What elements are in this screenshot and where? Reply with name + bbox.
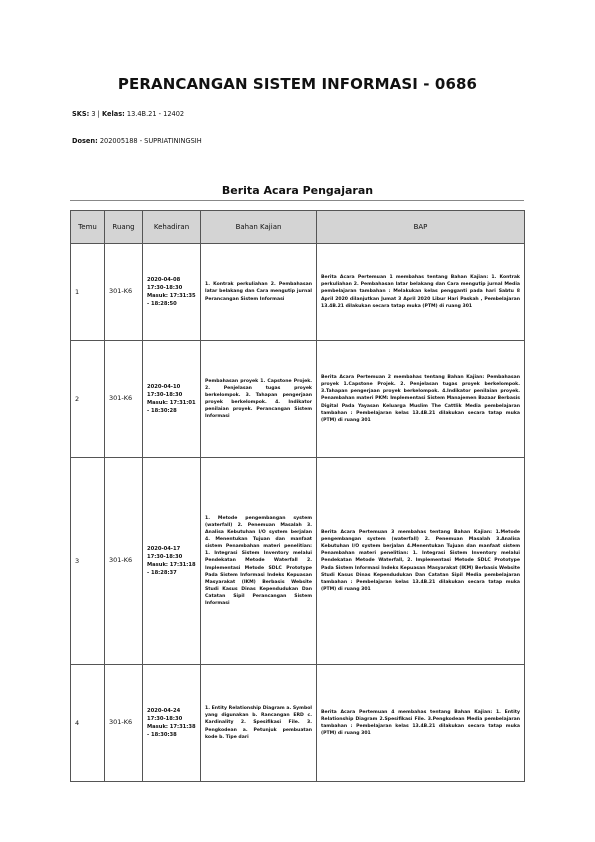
cell-temu: 1 <box>71 244 105 341</box>
meta-separator: | <box>97 110 100 118</box>
cell-bahan-kajian: 1. Kontrak perkuliahan 2. Pembahasan latar belakang dan Cara mengutip jurnal Perancangan Sistem Informasi <box>201 244 317 341</box>
cell-temu: 3 <box>71 458 105 665</box>
cell-ruang: 301-K6 <box>105 341 143 458</box>
cell-kehadiran: 2020-04-17 17:30-18:30 Masuk: 17:31:18 - 18:28:37 <box>143 458 201 665</box>
kelas-label: Kelas: <box>102 110 125 118</box>
lecturer-meta <box>72 137 202 145</box>
bap-table <box>70 210 525 782</box>
cell-bahan-kajian: 1. Entity Relationship Diagram a. Symbol yang digunakan b. Rancangan ERD c. Kardinality 2. Spesifikasi File. 3. Pengkodean a. Petunjuk pembuatan kode b. Tipe dari <box>201 665 317 782</box>
table-row <box>71 665 525 782</box>
table-row <box>71 458 525 665</box>
cell-bap: Berita Acara Pertemuan 1 membahas tentang Bahan Kajian: 1. Kontrak perkuliahan 2. Pembahasan latar belakang dan Cara mengutip jurnal Media pembelajaran tambahan : Melakukan kelas pengganti pada hari Sabtu 8 April 2020 dilanjutkan Jumat 3 April 2020 Libur Hari Paskah , Pembelajaran 13.4B.21 dilakukan secara tatap muka (PTM) di ruang 301 <box>317 244 525 341</box>
cell-bahan-kajian: 1. Metode pengembangan system (waterfall) 2. Penemuan Masalah 3. Analisa Kebutuhan I/O system berjalan 4. Menentukan Tujuan dan manfaat sistem Penambahan materi penelitian: 1. Integrasi Sistem Inventory melalui Pendekatan Metode Waterfall 2. Implementasi Metode SDLC Prototype Pada Sistem Informasi Indeks Kepuasan Masyarakat (IKM) Berbasis Website Studi Kasus Dinas Kependudukan Dan Catatan Sipil Perancangan Sistem Informasi <box>201 458 317 665</box>
sks-value: 3 <box>91 110 96 118</box>
cell-bap: Berita Acara Pertemuan 2 membahas tentang Bahan Kajian: Pembahasan proyek 1.Capstone Projek. 2. Penjelasan tugas proyek berkelompok. 3.Tahapan pengerjaan proyek berkelompok. 4.Indikator penilaian proyek. Penambahan materi PKM: Implementasi Sistem Manajemen Bazaar Berbasis Digital Pada Yayasan Keluarga Muslim The Cattlik Media pembelajaran tambahan : Pembelajaran kelas 13.4B.21 dilakukan secara tatap muka (PTM) di ruang 301 <box>317 341 525 458</box>
section-title: Berita Acara Pengajaran <box>221 184 374 197</box>
header-ruang: Ruang <box>105 211 143 244</box>
page-title: PERANCANGAN SISTEM INFORMASI - 0686 <box>117 75 478 93</box>
cell-bap: Berita Acara Pertemuan 3 membahas tentang Bahan Kajian: 1.Metode pengembangan system (waterfall) 2. Penemuan Masalah 3.Analisa Kebutuhan I/O system berjalan 4.Menentukan Tujuan dan manfaat sistem Penambahan materi penelitian: 1. Integrasi Sistem Inventory melalui Pendekatan Metode Waterfall, 2. Implementasi Metode SDLC Prototype Pada Sistem Informasi Indeks Kepuasan Masyarakat (IKM) Berbasis Website Studi Kasus Dinas Kependudukan Dan Catatan Sipil Media pembelajaran tambahan : Pembelajaran kelas 13.4B.21 dilakukan secara tatap muka (PTM) di ruang 301 <box>317 458 525 665</box>
header-bap: BAP <box>317 211 525 244</box>
cell-bahan-kajian: Pembahasan proyek 1. Capstone Projek. 2. Penjelasan tugas proyek berkelompok. 3. Tahapan pengerjaan proyek berkelompok. 4. Indikator penilaian proyek. Perancangan Sistem Informasi <box>201 341 317 458</box>
table-row <box>71 341 525 458</box>
cell-temu: 2 <box>71 341 105 458</box>
table-row <box>71 244 525 341</box>
header-kehadiran: Kehadiran <box>143 211 201 244</box>
table-header-row <box>71 211 525 244</box>
section-divider <box>70 200 524 201</box>
cell-kehadiran: 2020-04-24 17:30-18:30 Masuk: 17:31:38 - 18:30:38 <box>143 665 201 782</box>
sks-label: SKS: <box>72 110 90 118</box>
kelas-value: 13.4B.21 - 12402 <box>126 110 185 118</box>
cell-kehadiran: 2020-04-10 17:30-18:30 Masuk: 17:31:01 - 18:30:28 <box>143 341 201 458</box>
header-bahan-kajian: Bahan Kajian <box>201 211 317 244</box>
cell-ruang: 301-K6 <box>105 665 143 782</box>
cell-kehadiran: 2020-04-08 17:30-18:30 Masuk: 17:31:35 - 18:28:50 <box>143 244 201 341</box>
cell-ruang: 301-K6 <box>105 458 143 665</box>
cell-bap: Berita Acara Pertemuan 4 membahas tentang Bahan Kajian: 1. Entity Relationship Diagram 2.Spesifikasi File. 3.Pengkodean Media pembelajaran tambahan : Pembelajaran kelas 13.4B.21 dilakukan secara tatap muka (PTM) di ruang 301 <box>317 665 525 782</box>
cell-ruang: 301-K6 <box>105 244 143 341</box>
dosen-label: Dosen: <box>72 137 98 145</box>
course-meta <box>72 110 184 118</box>
cell-temu: 4 <box>71 665 105 782</box>
dosen-value: 202005188 - SUPRIATININGSIH <box>99 137 202 145</box>
header-temu: Temu <box>71 211 105 244</box>
